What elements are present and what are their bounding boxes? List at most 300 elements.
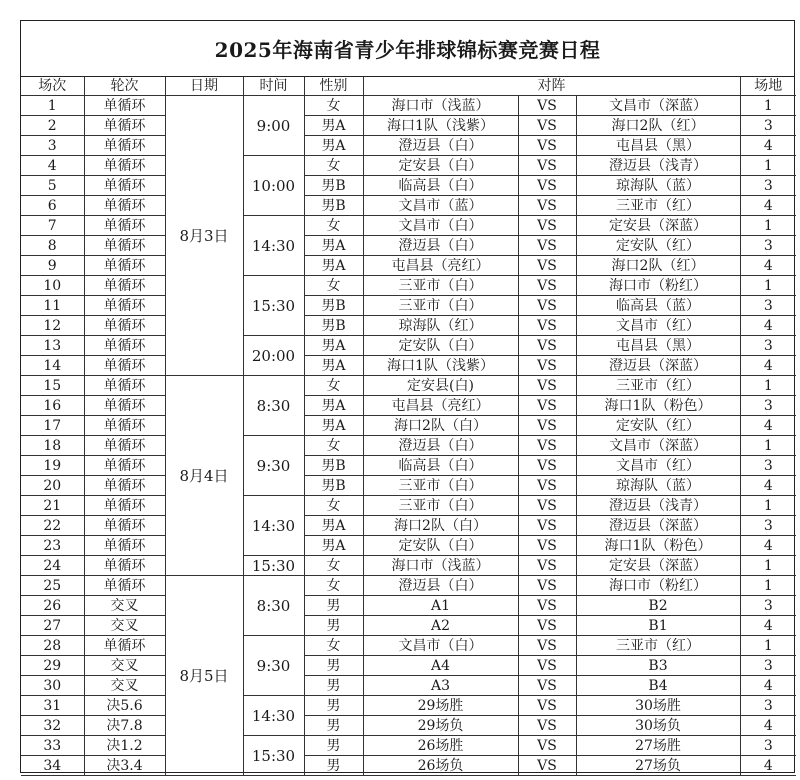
table-row: [21, 456, 796, 476]
match-number: 1: [21, 96, 84, 116]
match-number: 14: [21, 356, 84, 376]
header-venue: 场地: [740, 77, 796, 96]
table-row: [21, 436, 796, 456]
vs-label: VS: [518, 696, 576, 716]
team-a: 临高县（白）: [363, 176, 518, 196]
match-round: 单循环: [84, 516, 165, 536]
vs-label: VS: [518, 756, 576, 776]
table-row: [21, 636, 796, 656]
team-a: 定安队（白）: [363, 336, 518, 356]
vs-label: VS: [518, 116, 576, 136]
table-row: [21, 516, 796, 536]
team-a: 海口2队（白）: [363, 416, 518, 436]
match-gender: 女: [304, 376, 363, 396]
table-row: [21, 356, 796, 376]
header-date: 日期: [165, 77, 243, 96]
match-round: 单循环: [84, 96, 165, 116]
team-a: 海口市（浅蓝）: [363, 96, 518, 116]
vs-label: VS: [518, 596, 576, 616]
vs-label: VS: [518, 136, 576, 156]
match-number: 20: [21, 476, 84, 496]
match-gender: 男: [304, 696, 363, 716]
table-row: [21, 316, 796, 336]
team-a: 澄迈县（白）: [363, 236, 518, 256]
team-b: 三亚市（红）: [576, 376, 740, 396]
vs-label: VS: [518, 476, 576, 496]
match-number: 24: [21, 556, 84, 576]
match-gender: 男B: [304, 296, 363, 316]
team-b: B3: [576, 656, 740, 676]
team-a: A1: [363, 596, 518, 616]
table-row: [21, 656, 796, 676]
match-gender: 男A: [304, 396, 363, 416]
vs-label: VS: [518, 716, 576, 736]
match-venue: 3: [740, 236, 796, 256]
team-b: 三亚市（红）: [576, 636, 740, 656]
match-gender: 男B: [304, 196, 363, 216]
match-venue: 4: [740, 196, 796, 216]
vs-label: VS: [518, 176, 576, 196]
match-number: 13: [21, 336, 84, 356]
match-round: 单循环: [84, 276, 165, 296]
table-row: [21, 156, 796, 176]
match-gender: 男A: [304, 256, 363, 276]
table-row: [21, 556, 796, 576]
schedule-body: [21, 96, 796, 776]
match-round: 单循环: [84, 356, 165, 376]
match-time: 14:30: [243, 696, 304, 736]
match-number: 7: [21, 216, 84, 236]
team-b: B2: [576, 596, 740, 616]
match-gender: 男A: [304, 516, 363, 536]
team-b: B1: [576, 616, 740, 636]
table-row: [21, 216, 796, 236]
header-round: 轮次: [84, 77, 165, 96]
match-number: 21: [21, 496, 84, 516]
team-b: 定安队（红）: [576, 416, 740, 436]
team-a: A2: [363, 616, 518, 636]
team-b: 澄迈县（深蓝）: [576, 516, 740, 536]
header-time: 时间: [243, 77, 304, 96]
match-time: 9:30: [243, 436, 304, 496]
match-round: 单循环: [84, 416, 165, 436]
team-b: 澄迈县（浅青）: [576, 496, 740, 516]
match-gender: 女: [304, 556, 363, 576]
match-venue: 4: [740, 756, 796, 776]
header-matchup: 对阵: [363, 77, 740, 96]
match-venue: 1: [740, 376, 796, 396]
match-time: 15:30: [243, 276, 304, 336]
match-round: 交叉: [84, 676, 165, 696]
team-b: 澄迈县（深蓝）: [576, 356, 740, 376]
match-time: 15:30: [243, 556, 304, 576]
team-a: 屯昌县（亮红）: [363, 396, 518, 416]
table-row: [21, 696, 796, 716]
match-number: 12: [21, 316, 84, 336]
match-venue: 1: [740, 436, 796, 456]
table-row: [21, 736, 796, 756]
match-gender: 男A: [304, 536, 363, 556]
vs-label: VS: [518, 276, 576, 296]
match-gender: 男A: [304, 236, 363, 256]
match-gender: 女: [304, 216, 363, 236]
team-a: 屯昌县（亮红）: [363, 256, 518, 276]
match-number: 5: [21, 176, 84, 196]
team-a: 海口1队（浅紫）: [363, 116, 518, 136]
match-number: 15: [21, 376, 84, 396]
match-venue: 1: [740, 576, 796, 596]
match-number: 33: [21, 736, 84, 756]
match-round: 交叉: [84, 596, 165, 616]
team-b: 海口市（粉红）: [576, 576, 740, 596]
match-number: 30: [21, 676, 84, 696]
match-venue: 3: [740, 656, 796, 676]
match-round: 单循环: [84, 476, 165, 496]
match-gender: 女: [304, 96, 363, 116]
match-number: 2: [21, 116, 84, 136]
match-venue: 3: [740, 296, 796, 316]
table-row: [21, 536, 796, 556]
match-number: 6: [21, 196, 84, 216]
vs-label: VS: [518, 356, 576, 376]
team-a: A4: [363, 656, 518, 676]
team-a: 26场负: [363, 756, 518, 776]
team-a: 文昌市（白）: [363, 636, 518, 656]
match-venue: 4: [740, 716, 796, 736]
team-b: 30场胜: [576, 696, 740, 716]
table-row: [21, 676, 796, 696]
match-gender: 男: [304, 596, 363, 616]
vs-label: VS: [518, 96, 576, 116]
table-row: [21, 136, 796, 156]
team-b: 27场负: [576, 756, 740, 776]
match-venue: 3: [740, 336, 796, 356]
match-number: 11: [21, 296, 84, 316]
team-a: 三亚市（白）: [363, 496, 518, 516]
team-b: 海口1队（粉色）: [576, 536, 740, 556]
match-venue: 4: [740, 676, 796, 696]
vs-label: VS: [518, 216, 576, 236]
match-venue: 3: [740, 736, 796, 756]
team-a: 澄迈县（白）: [363, 576, 518, 596]
match-round: 单循环: [84, 396, 165, 416]
match-venue: 4: [740, 256, 796, 276]
match-round: 交叉: [84, 616, 165, 636]
match-gender: 男: [304, 656, 363, 676]
table-row: [21, 616, 796, 636]
match-date: 8月5日: [165, 576, 243, 776]
table-row: [21, 596, 796, 616]
team-b: 30场负: [576, 716, 740, 736]
vs-label: VS: [518, 376, 576, 396]
team-a: 三亚市（白）: [363, 296, 518, 316]
team-a: 澄迈县（白）: [363, 436, 518, 456]
team-a: 26场胜: [363, 736, 518, 756]
vs-label: VS: [518, 416, 576, 436]
match-date: 8月3日: [165, 96, 243, 376]
team-b: 琼海队（蓝）: [576, 176, 740, 196]
match-gender: 男B: [304, 476, 363, 496]
match-gender: 男A: [304, 416, 363, 436]
match-number: 19: [21, 456, 84, 476]
table-row: [21, 276, 796, 296]
table-row: [21, 96, 796, 116]
match-date: 8月4日: [165, 376, 243, 576]
match-venue: 1: [740, 156, 796, 176]
match-round: 单循环: [84, 216, 165, 236]
team-b: 海口市（粉红）: [576, 276, 740, 296]
team-a: 琼海队（红）: [363, 316, 518, 336]
team-b: 27场胜: [576, 736, 740, 756]
match-venue: 4: [740, 616, 796, 636]
match-round: 决7.8: [84, 716, 165, 736]
vs-label: VS: [518, 396, 576, 416]
vs-label: VS: [518, 156, 576, 176]
match-venue: 3: [740, 516, 796, 536]
match-number: 27: [21, 616, 84, 636]
match-time: 8:30: [243, 576, 304, 636]
team-b: B4: [576, 676, 740, 696]
match-round: 单循环: [84, 576, 165, 596]
match-number: 8: [21, 236, 84, 256]
header-gender: 性别: [304, 77, 363, 96]
team-a: 文昌市（白）: [363, 216, 518, 236]
match-number: 25: [21, 576, 84, 596]
vs-label: VS: [518, 556, 576, 576]
match-gender: 女: [304, 276, 363, 296]
vs-label: VS: [518, 516, 576, 536]
team-a: 29场负: [363, 716, 518, 736]
match-round: 单循环: [84, 176, 165, 196]
team-b: 三亚市（红）: [576, 196, 740, 216]
table-row: [21, 376, 796, 396]
table-row: [21, 116, 796, 136]
table-row: [21, 296, 796, 316]
match-gender: 男B: [304, 176, 363, 196]
match-number: 29: [21, 656, 84, 676]
header-no: 场次: [21, 77, 84, 96]
match-number: 22: [21, 516, 84, 536]
team-a: 海口2队（白）: [363, 516, 518, 536]
vs-label: VS: [518, 676, 576, 696]
match-time: 8:30: [243, 376, 304, 436]
vs-label: VS: [518, 236, 576, 256]
vs-label: VS: [518, 296, 576, 316]
team-a: 定安县(白): [363, 376, 518, 396]
vs-label: VS: [518, 656, 576, 676]
match-time: 14:30: [243, 216, 304, 276]
match-round: 单循环: [84, 636, 165, 656]
match-gender: 男: [304, 736, 363, 756]
vs-label: VS: [518, 196, 576, 216]
match-round: 决3.4: [84, 756, 165, 776]
team-b: 定安队（红）: [576, 236, 740, 256]
match-time: 14:30: [243, 496, 304, 556]
vs-label: VS: [518, 636, 576, 656]
match-round: 单循环: [84, 336, 165, 356]
match-venue: 4: [740, 356, 796, 376]
match-gender: 男A: [304, 136, 363, 156]
match-round: 单循环: [84, 116, 165, 136]
match-venue: 4: [740, 136, 796, 156]
match-number: 23: [21, 536, 84, 556]
schedule-table: [21, 77, 796, 776]
match-time: 20:00: [243, 336, 304, 376]
match-gender: 男: [304, 716, 363, 736]
table-row: [21, 416, 796, 436]
vs-label: VS: [518, 256, 576, 276]
match-round: 单循环: [84, 296, 165, 316]
match-number: 34: [21, 756, 84, 776]
vs-label: VS: [518, 496, 576, 516]
match-number: 16: [21, 396, 84, 416]
match-venue: 4: [740, 476, 796, 496]
match-round: 单循环: [84, 156, 165, 176]
match-round: 单循环: [84, 136, 165, 156]
match-round: 单循环: [84, 256, 165, 276]
match-venue: 3: [740, 396, 796, 416]
team-a: 三亚市（白）: [363, 276, 518, 296]
team-a: 澄迈县（白）: [363, 136, 518, 156]
table-row: [21, 576, 796, 596]
match-round: 单循环: [84, 556, 165, 576]
match-venue: 3: [740, 696, 796, 716]
match-venue: 4: [740, 536, 796, 556]
table-row: [21, 476, 796, 496]
match-venue: 3: [740, 176, 796, 196]
team-b: 屯昌县（黑）: [576, 336, 740, 356]
vs-label: VS: [518, 616, 576, 636]
match-venue: 4: [740, 316, 796, 336]
match-venue: 4: [740, 416, 796, 436]
table-row: [21, 236, 796, 256]
table-row: [21, 396, 796, 416]
match-gender: 男A: [304, 336, 363, 356]
match-gender: 男: [304, 676, 363, 696]
match-gender: 女: [304, 576, 363, 596]
match-round: 单循环: [84, 456, 165, 476]
match-round: 单循环: [84, 536, 165, 556]
vs-label: VS: [518, 456, 576, 476]
table-row: [21, 496, 796, 516]
match-venue: 3: [740, 116, 796, 136]
match-venue: 3: [740, 456, 796, 476]
match-number: 26: [21, 596, 84, 616]
match-round: 单循环: [84, 316, 165, 336]
team-a: 定安县（白）: [363, 156, 518, 176]
team-a: 三亚市（白）: [363, 476, 518, 496]
match-gender: 男A: [304, 116, 363, 136]
match-number: 28: [21, 636, 84, 656]
table-row: [21, 716, 796, 736]
table-row: [21, 196, 796, 216]
vs-label: VS: [518, 316, 576, 336]
team-b: 文昌市（红）: [576, 456, 740, 476]
match-number: 18: [21, 436, 84, 456]
table-row: [21, 256, 796, 276]
match-round: 单循环: [84, 436, 165, 456]
match-round: 单循环: [84, 376, 165, 396]
match-round: 单循环: [84, 236, 165, 256]
match-number: 32: [21, 716, 84, 736]
match-venue: 1: [740, 496, 796, 516]
match-number: 3: [21, 136, 84, 156]
match-venue: 1: [740, 636, 796, 656]
team-b: 文昌市（深蓝）: [576, 436, 740, 456]
vs-label: VS: [518, 536, 576, 556]
team-a: 海口市（浅蓝）: [363, 556, 518, 576]
team-b: 定安县（深蓝）: [576, 216, 740, 236]
team-b: 临高县（蓝）: [576, 296, 740, 316]
match-round: 单循环: [84, 496, 165, 516]
match-time: 9:30: [243, 636, 304, 696]
header-row: [21, 77, 796, 96]
match-number: 9: [21, 256, 84, 276]
team-a: 临高县（白）: [363, 456, 518, 476]
match-gender: 男A: [304, 356, 363, 376]
table-row: [21, 756, 796, 776]
team-b: 海口2队（红）: [576, 256, 740, 276]
match-number: 31: [21, 696, 84, 716]
match-round: 决1.2: [84, 736, 165, 756]
match-round: 交叉: [84, 656, 165, 676]
match-round: 单循环: [84, 196, 165, 216]
match-gender: 女: [304, 496, 363, 516]
match-gender: 男B: [304, 316, 363, 336]
table-row: [21, 176, 796, 196]
match-gender: 女: [304, 436, 363, 456]
vs-label: VS: [518, 736, 576, 756]
vs-label: VS: [518, 436, 576, 456]
match-number: 17: [21, 416, 84, 436]
team-a: 定安队（白）: [363, 536, 518, 556]
match-number: 10: [21, 276, 84, 296]
team-b: 琼海队（蓝）: [576, 476, 740, 496]
match-time: 10:00: [243, 156, 304, 216]
team-b: 文昌市（深蓝）: [576, 96, 740, 116]
table-row: [21, 336, 796, 356]
match-venue: 1: [740, 276, 796, 296]
match-gender: 女: [304, 156, 363, 176]
match-time: 9:00: [243, 96, 304, 156]
match-venue: 3: [740, 596, 796, 616]
team-b: 澄迈县（浅青）: [576, 156, 740, 176]
team-b: 屯昌县（黑）: [576, 136, 740, 156]
team-a: 海口1队（浅紫）: [363, 356, 518, 376]
match-gender: 男: [304, 756, 363, 776]
match-gender: 男: [304, 616, 363, 636]
schedule-sheet: [20, 20, 795, 773]
team-a: A3: [363, 676, 518, 696]
match-number: 4: [21, 156, 84, 176]
match-venue: 1: [740, 96, 796, 116]
team-b: 文昌市（红）: [576, 316, 740, 336]
team-b: 定安县（深蓝）: [576, 556, 740, 576]
match-gender: 女: [304, 636, 363, 656]
match-venue: 1: [740, 556, 796, 576]
vs-label: VS: [518, 576, 576, 596]
team-b: 海口1队（粉色）: [576, 396, 740, 416]
match-venue: 1: [740, 216, 796, 236]
vs-label: VS: [518, 336, 576, 356]
team-a: 29场胜: [363, 696, 518, 716]
team-a: 文昌市（蓝）: [363, 196, 518, 216]
match-gender: 男B: [304, 456, 363, 476]
team-b: 海口2队（红）: [576, 116, 740, 136]
page-title: 2025年海南省青少年排球锦标赛竞赛日程: [21, 21, 794, 77]
match-round: 决5.6: [84, 696, 165, 716]
match-time: 15:30: [243, 736, 304, 776]
